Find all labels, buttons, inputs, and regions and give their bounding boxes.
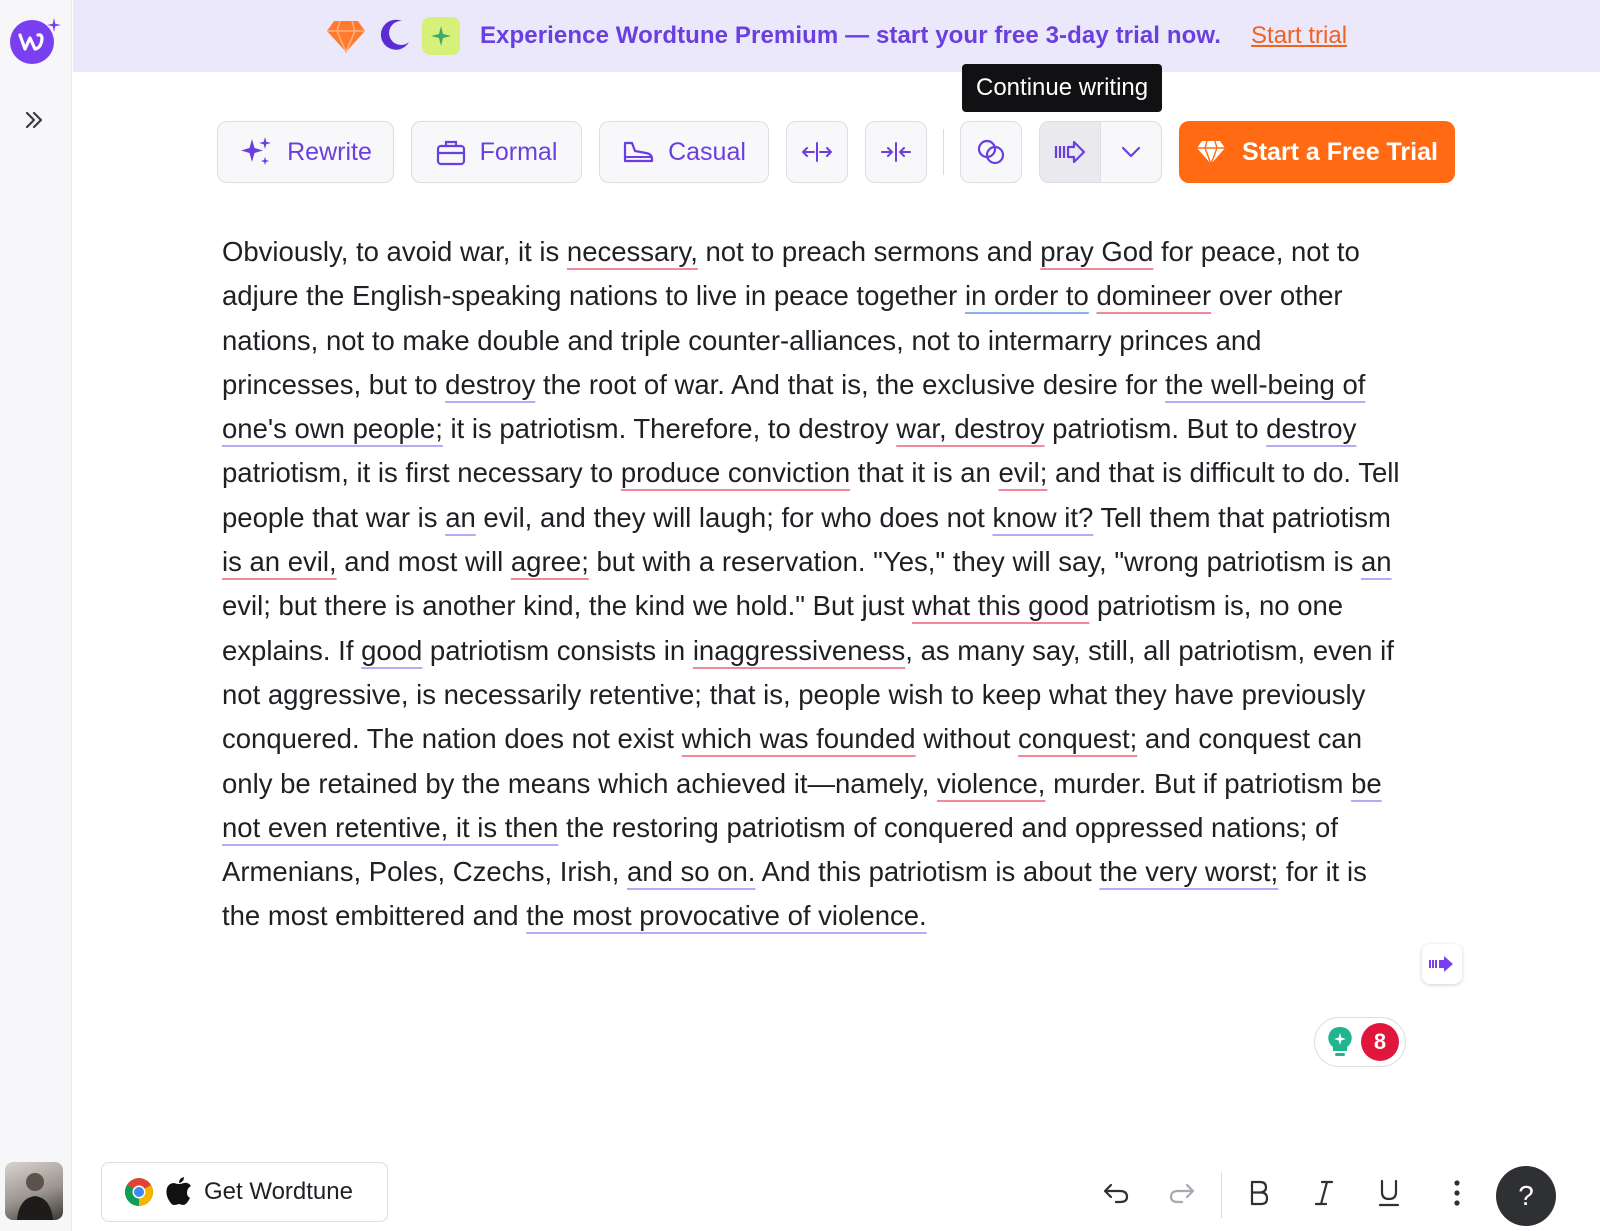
suggestion-highlight[interactable]: conquest; — [1018, 723, 1138, 755]
suggestion-highlight[interactable]: violence, — [936, 767, 1046, 799]
merge-button[interactable] — [960, 121, 1022, 183]
suggestion-highlight[interactable]: be not even retentive, it is then — [222, 767, 1382, 843]
rewrite-label: Rewrite — [287, 137, 372, 166]
lightbulb-icon — [1325, 1025, 1355, 1059]
double-chevron-right-icon — [23, 109, 45, 131]
text-run: but with a reservation. "Yes," they will say, "wrong patriotism is — [588, 546, 1361, 578]
shorten-arrows-icon — [880, 140, 912, 164]
suggestion-highlight[interactable]: the most provocative of violence. — [526, 900, 927, 932]
text-run: and conquest can only be retained by the means which achieved it—namely, — [222, 723, 1363, 799]
document-editor[interactable] — [222, 230, 1402, 939]
overlap-circles-icon — [976, 137, 1006, 167]
redo-icon — [1168, 1181, 1196, 1205]
suggestion-highlight[interactable]: the very worst; — [1099, 856, 1279, 888]
suggestion-highlight[interactable]: agree; — [510, 546, 589, 578]
suggestion-highlight[interactable]: an — [445, 501, 476, 533]
text-run: Tell them that patriotism — [1093, 501, 1391, 533]
banner-text: Experience Wordtune Premium — start your free 3-day trial now. — [479, 22, 1222, 49]
text-run: not to preach sermons and — [697, 236, 1041, 267]
suggestion-highlight[interactable]: necessary, — [566, 236, 698, 267]
text-run: for peace, not to adjure the English-speaking nations to live in peace together — [222, 236, 1360, 312]
expand-arrows-icon — [801, 140, 833, 164]
suggestion-highlight[interactable]: the well-being of one's own people; — [222, 368, 1366, 445]
document-paragraph[interactable] — [222, 230, 1402, 939]
premium-banner — [73, 0, 1600, 72]
text-run: patriotism. But to — [1044, 413, 1267, 445]
toolbar-divider — [943, 129, 944, 175]
sneaker-icon — [622, 139, 654, 165]
continue-options-dropdown[interactable] — [1101, 122, 1161, 182]
suggestion-highlight[interactable]: inaggressiveness — [692, 634, 906, 666]
suggestion-highlight[interactable]: good — [361, 634, 423, 666]
continue-writing-split-button — [1039, 121, 1162, 183]
text-run: patriotism consists in — [422, 634, 693, 666]
continue-arrow-icon — [1429, 954, 1455, 974]
text-run: , as many say, still, all patriotism, even if not aggressive, is necessarily retentive; that is, people wish to keep what they have previously conquered. The nation does not exist — [222, 634, 1394, 755]
more-vertical-icon — [1453, 1179, 1461, 1207]
text-run: and that is difficult to do. Tell people that war is — [222, 457, 1400, 533]
suggestion-highlight[interactable]: know it? — [992, 501, 1094, 533]
casual-button[interactable] — [599, 121, 769, 183]
text-run: for it is the most embittered and — [222, 856, 1367, 932]
undo-icon — [1102, 1181, 1130, 1205]
suggestion-highlight[interactable]: produce conviction — [620, 457, 851, 489]
more-options-button[interactable] — [1434, 1170, 1480, 1216]
redo-button[interactable] — [1159, 1170, 1205, 1216]
text-run: it is patriotism. Therefore, to destroy — [442, 413, 897, 445]
italic-icon — [1313, 1180, 1335, 1206]
suggestions-button[interactable] — [1314, 1017, 1406, 1067]
suggestion-highlight[interactable]: war, destroy — [896, 413, 1045, 445]
expand-sidebar-button[interactable] — [18, 104, 50, 136]
undo-button[interactable] — [1093, 1170, 1139, 1216]
suggestion-highlight[interactable]: pray God — [1040, 236, 1154, 267]
rewrite-toolbar — [217, 121, 1455, 183]
text-run: the restoring patriotism of conquered and oppressed nations; of Armenians, Poles, Czechs, Irish, — [222, 811, 1338, 888]
suggestion-highlight[interactable]: evil; — [998, 457, 1048, 489]
bold-button[interactable] — [1236, 1170, 1282, 1216]
underline-icon — [1377, 1179, 1401, 1207]
suggestion-highlight[interactable]: and so on. — [627, 856, 756, 888]
text-run: patriotism is, no one explains. If — [222, 590, 1344, 666]
continue-arrow-icon — [1054, 139, 1086, 165]
format-divider — [1221, 1172, 1222, 1218]
text-run: and most will — [336, 546, 511, 578]
help-button[interactable]: ? — [1496, 1166, 1556, 1226]
text-run: that it is an — [850, 457, 999, 489]
formal-button[interactable] — [411, 121, 582, 183]
text-run: the root of war. And that is, the exclusive desire for — [535, 368, 1166, 400]
moon-icon — [376, 18, 412, 54]
text-run: evil, and they will laugh; for who does not — [475, 501, 993, 533]
suggestion-highlight[interactable]: destroy — [445, 368, 536, 400]
banner-icons — [326, 17, 460, 55]
suggestion-highlight[interactable]: domineer — [1096, 280, 1212, 312]
text-run: over other nations, not to make double and triple counter-alliances, not to intermarry princes and princesses, but to — [222, 280, 1343, 400]
text-run: without — [915, 723, 1018, 755]
sidebar — [0, 0, 72, 1231]
start-free-trial-button[interactable] — [1179, 121, 1455, 183]
text-run: Obviously, to avoid war, it is — [222, 236, 567, 267]
text-run: evil; but there is another kind, the kind we hold." But just — [222, 590, 913, 622]
inline-continue-writing-button[interactable] — [1422, 944, 1462, 984]
sparkles-icon — [239, 135, 273, 169]
text-run: And this patriotism is about — [755, 856, 1100, 888]
user-avatar[interactable] — [5, 1162, 63, 1220]
rewrite-button[interactable] — [217, 121, 394, 183]
cta-label: Start a Free Trial — [1242, 137, 1438, 166]
text-run: patriotism, it is first necessary to — [222, 457, 621, 489]
briefcase-icon — [436, 138, 466, 166]
continue-writing-tooltip: Continue writing — [962, 64, 1162, 112]
diamond-icon — [326, 19, 366, 53]
suggestion-highlight[interactable]: an — [1360, 546, 1392, 578]
casual-label: Casual — [668, 137, 746, 166]
text-run: murder. But if patriotism — [1045, 767, 1352, 799]
chevron-down-icon — [1121, 145, 1141, 159]
diamond-icon — [1196, 139, 1226, 165]
underline-button[interactable] — [1366, 1170, 1412, 1216]
formal-label: Formal — [479, 137, 558, 166]
chrome-icon — [124, 1177, 154, 1207]
suggestion-highlight[interactable]: destroy — [1266, 413, 1357, 445]
get-wordtune-label: Get Wordtune — [204, 1178, 353, 1205]
suggestions-count-badge: 8 — [1361, 1023, 1399, 1061]
shorten-text-button[interactable] — [865, 121, 927, 183]
suggestion-highlight[interactable]: what this good — [912, 590, 1090, 622]
sparkle-icon — [47, 18, 61, 32]
suggestion-highlight[interactable]: is an evil, — [222, 546, 337, 578]
suggestion-highlight[interactable]: in order to — [964, 280, 1089, 312]
bold-icon — [1248, 1180, 1270, 1206]
suggestion-highlight[interactable]: which was founded — [681, 723, 916, 755]
get-wordtune-button[interactable] — [101, 1162, 388, 1222]
sparkle-tile-icon — [422, 17, 460, 55]
apple-icon — [166, 1177, 192, 1207]
start-trial-link[interactable]: Start trial — [1251, 22, 1348, 49]
continue-writing-button[interactable] — [1040, 122, 1101, 182]
expand-text-button[interactable] — [786, 121, 848, 183]
italic-button[interactable] — [1301, 1170, 1347, 1216]
